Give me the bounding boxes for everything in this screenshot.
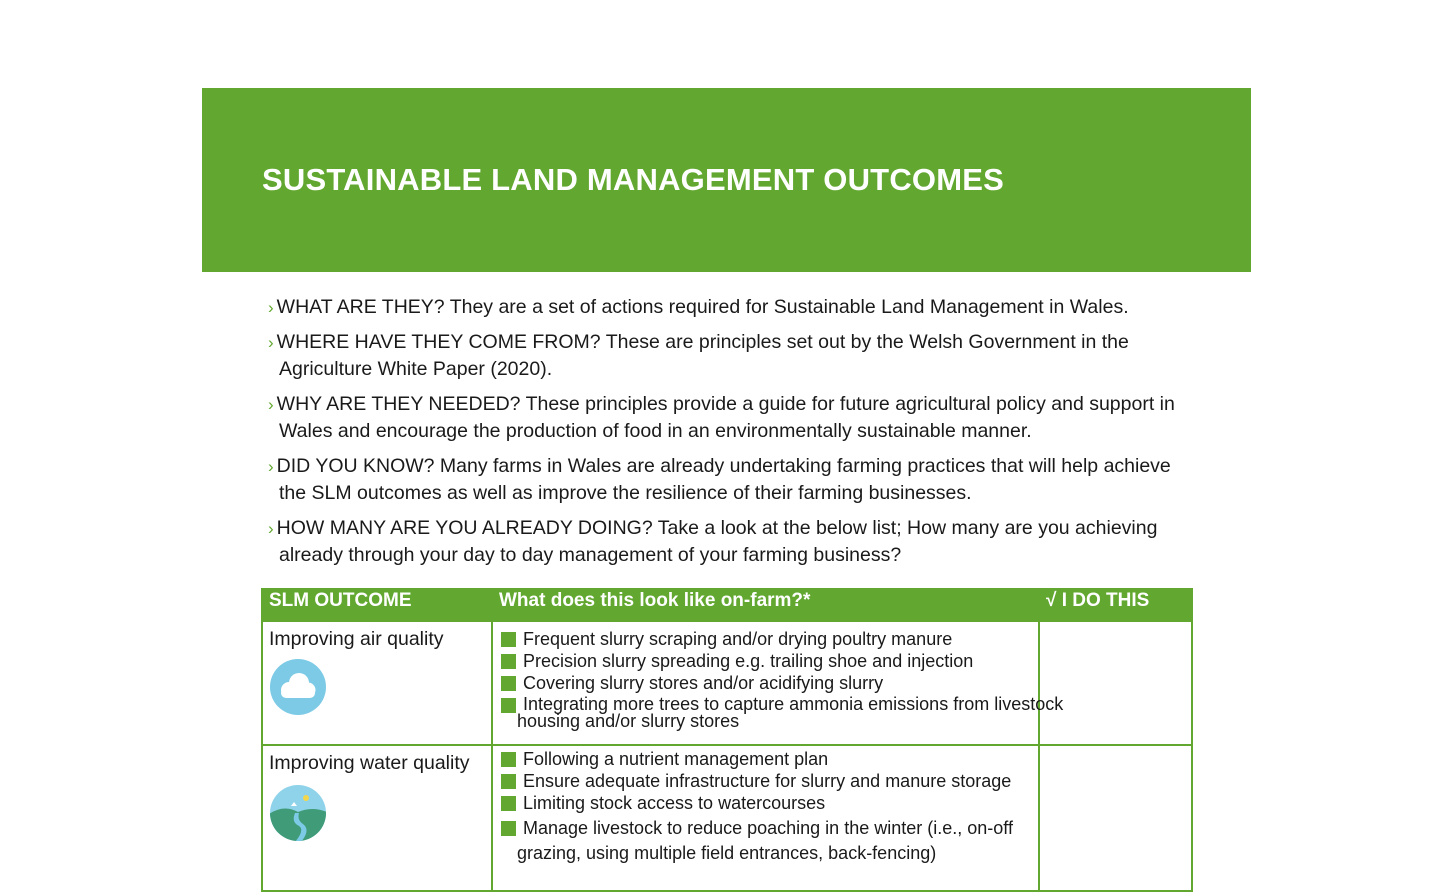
intro-text: WHAT ARE THEY? They are a set of actions required for Sustainable Land Management in Wales. [276, 296, 1129, 318]
list-item [501, 630, 1038, 649]
intro-item-why [260, 391, 1190, 445]
green-square-bullet-icon [501, 774, 516, 789]
intro-item-how-many [260, 515, 1190, 569]
cloud-icon [269, 658, 327, 716]
intro-item-did-you-know [260, 453, 1190, 507]
list-item [501, 674, 1038, 693]
green-square-bullet-icon [501, 632, 516, 647]
intro-list [260, 294, 1190, 577]
slm-outcomes-table [261, 588, 1193, 892]
intro-text: WHY ARE THEY NEEDED? These principles provide a guide for future agricultural policy and support in Wales and encourage the production of food in an environmentally sustainable manner. [276, 393, 1175, 442]
i-do-this-cell[interactable] [1039, 621, 1192, 745]
actions-cell [492, 745, 1039, 891]
i-do-this-cell[interactable] [1039, 745, 1192, 891]
actions-cell [492, 621, 1064, 745]
action-text: Covering slurry stores and/or acidifying slurry [523, 673, 884, 693]
header-slm-outcome: SLM OUTCOME [262, 589, 492, 621]
actions-list [493, 622, 1064, 731]
intro-item-where [260, 329, 1190, 383]
list-item [501, 794, 1038, 813]
actions-list [493, 746, 1038, 866]
table-row [262, 745, 1192, 891]
outcome-cell [262, 621, 492, 745]
list-item [501, 772, 1038, 791]
intro-text: WHERE HAVE THEY COME FROM? These are principles set out by the Welsh Government in the Agriculture White Paper (2020). [276, 331, 1129, 380]
action-text: Integrating more trees to capture ammonia emissions from livestock [523, 694, 1064, 714]
action-text: Ensure adequate infrastructure for slurry and manure storage [523, 771, 1012, 791]
chevron-right-icon: › [268, 519, 274, 538]
action-text-continued: housing and/or slurry stores [517, 711, 740, 731]
action-text: Precision slurry spreading e.g. trailing shoe and injection [523, 651, 974, 671]
intro-text: DID YOU KNOW? Many farms in Wales are already undertaking farming practices that will help achieve the SLM outcomes as well as improve the resilience of their farming businesses. [276, 455, 1171, 504]
green-square-bullet-icon [501, 821, 516, 836]
list-item [501, 816, 1038, 866]
chevron-right-icon: › [268, 333, 274, 352]
action-text: Manage livestock to reduce poaching in the winter (i.e., on-off [523, 818, 1013, 838]
outcome-cell [262, 745, 492, 891]
action-text: Limiting stock access to watercourses [523, 793, 826, 813]
green-square-bullet-icon [501, 796, 516, 811]
header-i-do-this: √ I DO THIS [1039, 589, 1192, 621]
green-square-bullet-icon [501, 676, 516, 691]
intro-item-what [260, 294, 1190, 321]
river-landscape-icon [269, 784, 327, 842]
outcome-name: Improving water quality [269, 752, 470, 774]
chevron-right-icon: › [268, 457, 274, 476]
green-square-bullet-icon [501, 654, 516, 669]
header-banner [202, 88, 1251, 272]
intro-text: HOW MANY ARE YOU ALREADY DOING? Take a look at the below list; How many are you achieving already through your day to day management of your farming business? [276, 517, 1158, 566]
list-item [501, 652, 1038, 671]
table-header-row [262, 589, 1192, 621]
green-square-bullet-icon [501, 698, 516, 713]
action-text-continued: grazing, using multiple field entrances, back-fencing) [517, 843, 937, 863]
chevron-right-icon: › [268, 298, 274, 317]
chevron-right-icon: › [268, 395, 274, 414]
table-row [262, 621, 1192, 745]
action-text: Frequent slurry scraping and/or drying poultry manure [523, 629, 953, 649]
action-text: Following a nutrient management plan [523, 749, 829, 769]
page-title: SUSTAINABLE LAND MANAGEMENT OUTCOMES [262, 162, 1004, 197]
outcome-name: Improving air quality [269, 628, 444, 650]
green-square-bullet-icon [501, 752, 516, 767]
list-item [501, 750, 1038, 769]
list-item [501, 694, 1064, 731]
header-looks-like: What does this look like on-farm?* [492, 589, 1039, 621]
